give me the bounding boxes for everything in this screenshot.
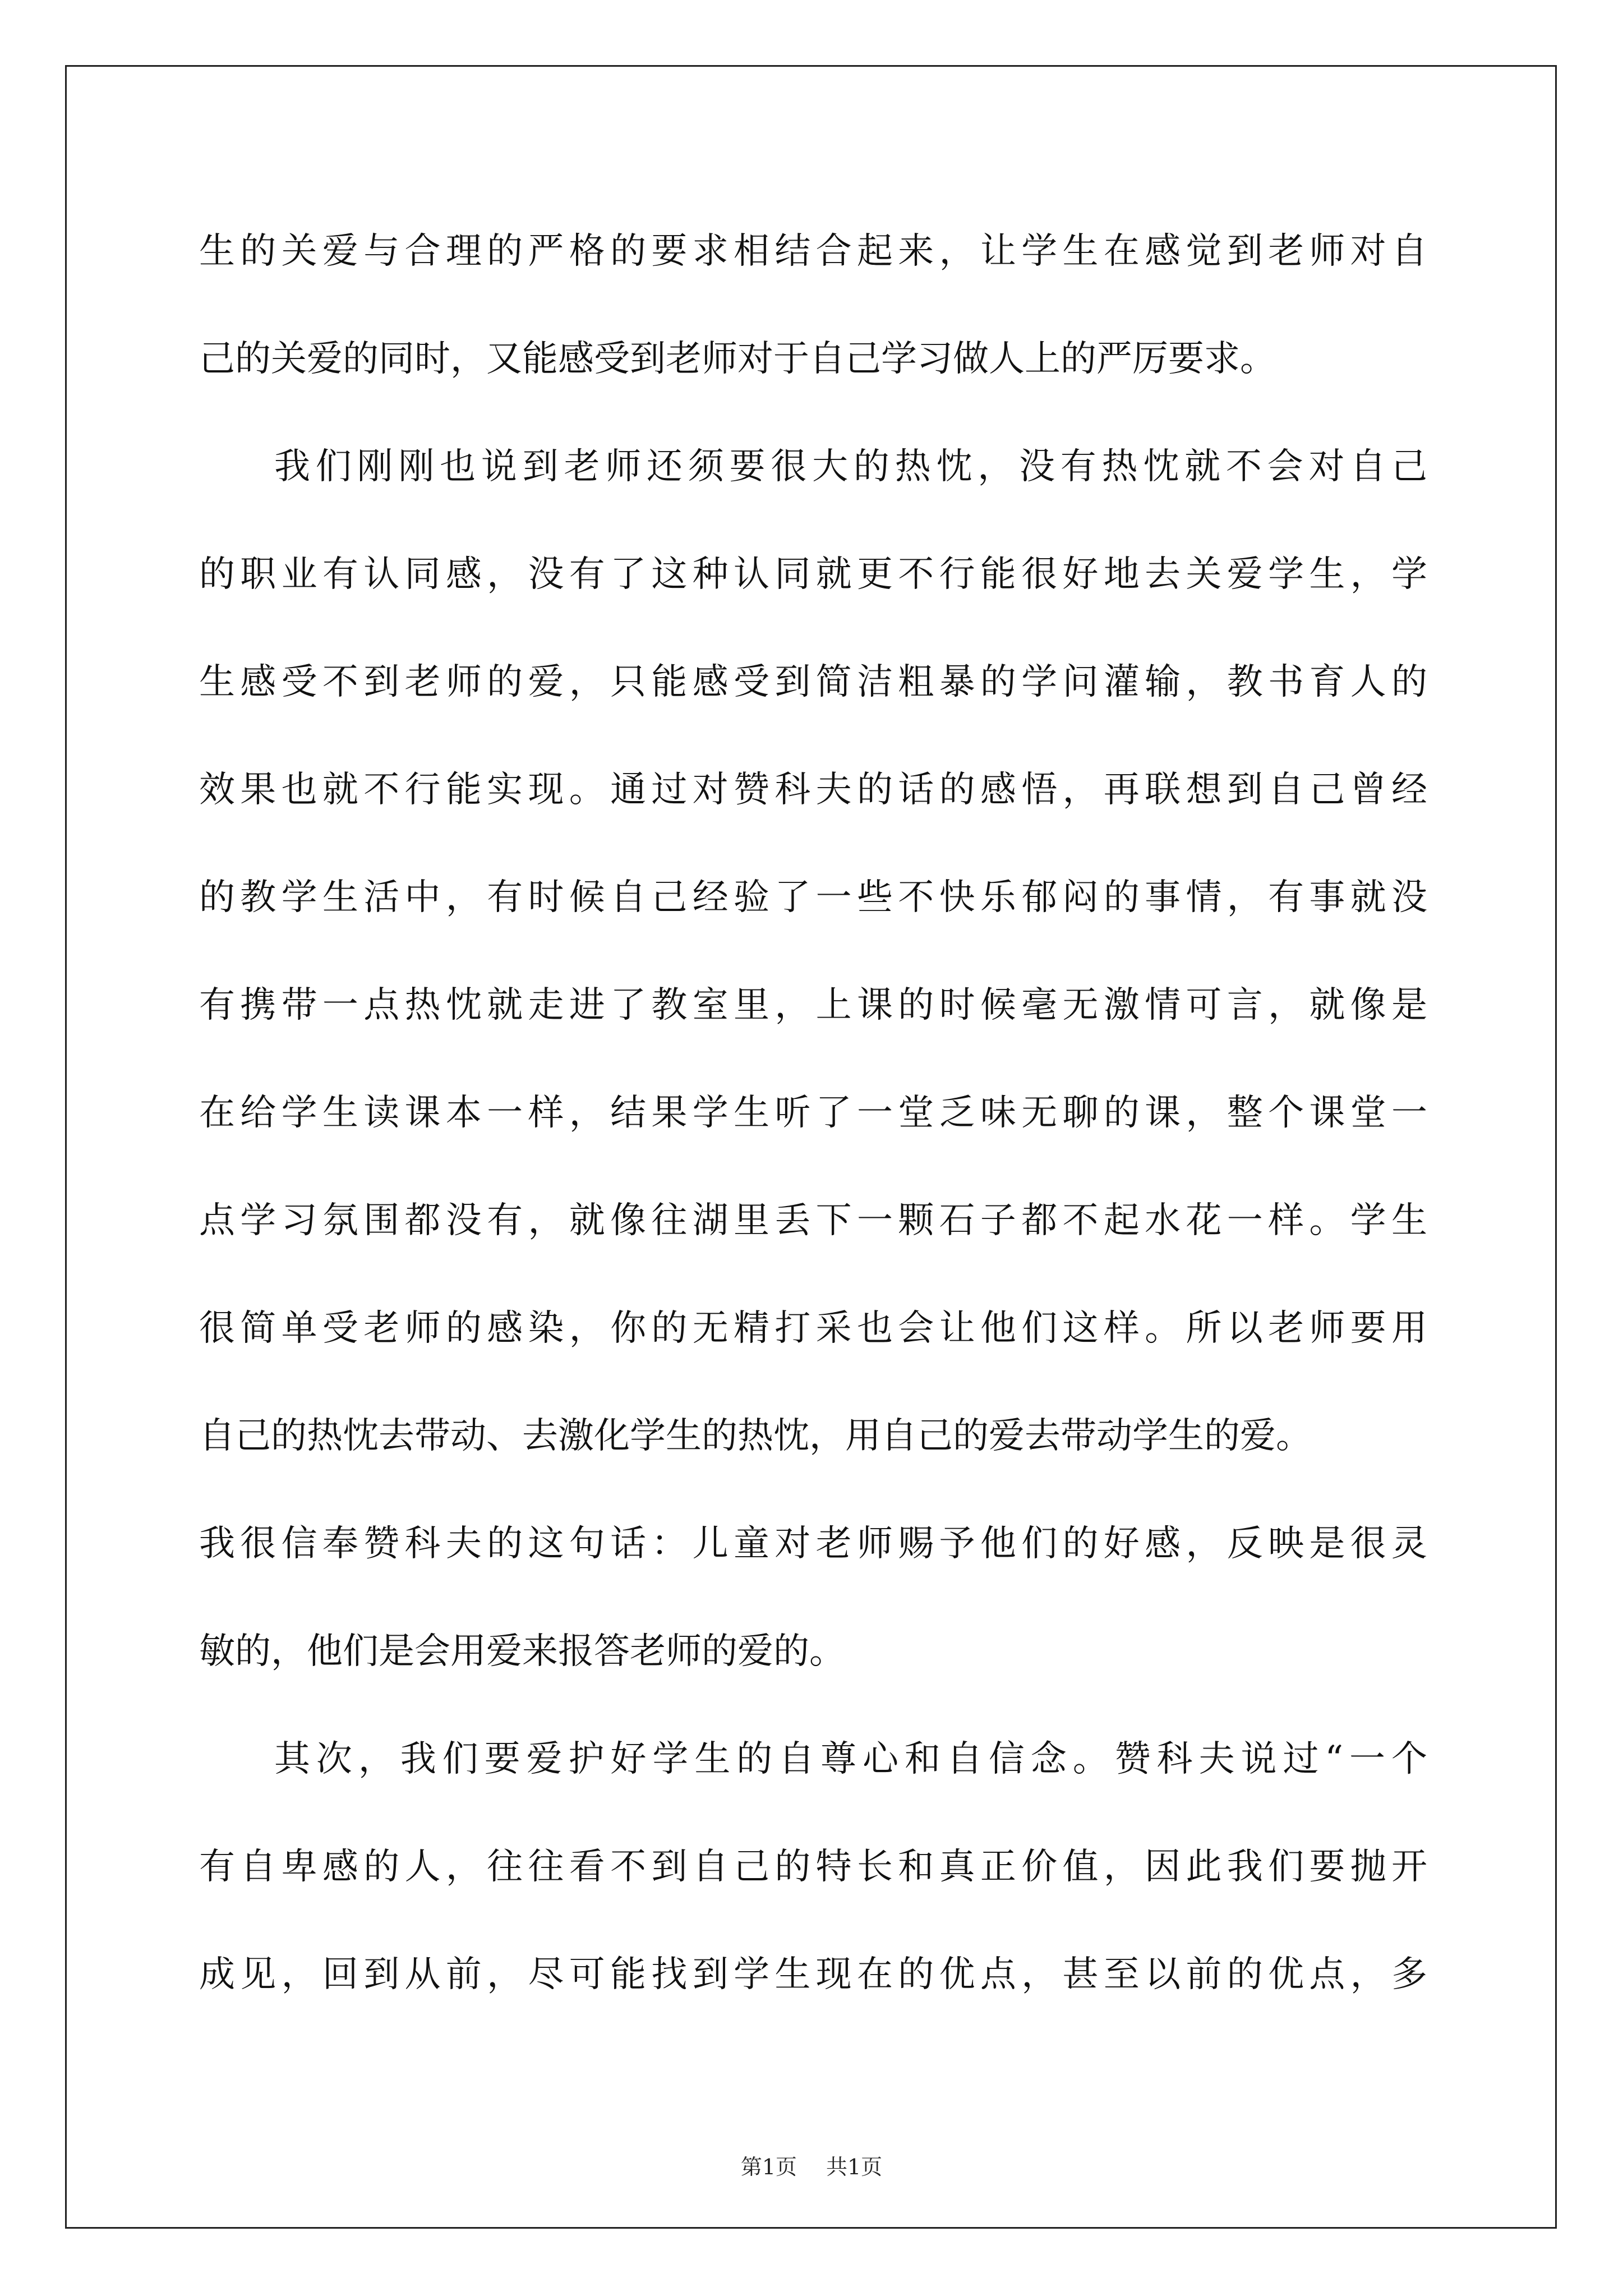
text-line: 敏的，他们是会用爱来报答老师的爱的。 [199,1631,845,1672]
page-total: 共1页 [826,2155,883,2179]
text-line: 在给学生读课本一样，结果学生听了一堂乏味无聊的课，整个课堂一 [199,1092,1427,1134]
text-line: 点学习氛围都没有，就像往湖里丢下一颗石子都不起水花一样。学生 [199,1200,1427,1241]
text-line: 有自卑感的人，往往看不到自己的特长和真正价值，因此我们要抛开 [199,1846,1427,1888]
text-line: 很简单受老师的感染，你的无精打采也会让他们这样。所以老师要用 [199,1308,1427,1349]
text-line: 的教学生活中，有时候自己经验了一些不快乐郁闷的事情，有事就没 [199,877,1427,918]
text-line: 效果也就不行能实现。通过对赞科夫的话的感悟，再联想到自己曾经 [199,769,1427,811]
text-line: 的职业有认同感，没有了这种认同就更不行能很好地去关爱学生，学 [199,554,1427,595]
text-line: 自己的热忱去带动、去激化学生的热忱，用自己的爱去带动学生的爱。 [199,1415,1312,1457]
paragraph-first-line: 我们刚刚也说到老师还须要很大的热忱，没有热忱就不会对自己 [274,446,1427,487]
text-line: 有携带一点热忱就走进了教室里，上课的时候毫无激情可言，就像是 [199,984,1427,1026]
page-number: 第1页 [740,2155,797,2179]
text-line: 成见，回到从前，尽可能找到学生现在的优点，甚至以前的优点，多 [199,1954,1427,1995]
document-body [199,213,1427,2044]
paragraph-first-line: 其次，我们要爱护好学生的自尊心和自信念。赞科夫说过“一个 [274,1738,1427,1780]
text-line: 生的关爱与合理的严格的要求相结合起来，让学生在感觉到老师对自 [199,231,1427,272]
text-line: 我很信奉赞科夫的这句话：儿童对老师赐予他们的好感，反映是很灵 [199,1523,1427,1565]
page-footer [0,2153,1623,2181]
text-line: 己的关爱的同时，又能感受到老师对于自己学习做人上的严厉要求。 [199,338,1276,380]
text-line: 生感受不到老师的爱，只能感受到简洁粗暴的学问灌输，教书育人的 [199,661,1427,703]
